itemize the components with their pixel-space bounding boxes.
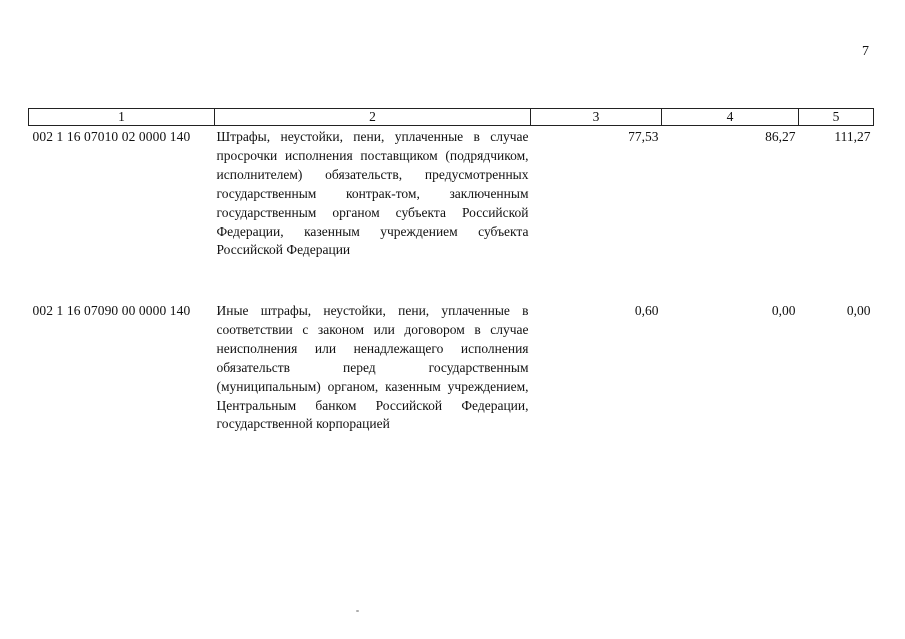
page-number: 7 bbox=[862, 44, 869, 59]
income-description: Иные штрафы, неустойки, пени, уплаченные в соответствии с законом или договором в случае неисполнения или ненадлежащего исполнения обязательств перед государственным (муниципальным) органом, казенным учреждением, Центральным банком Российской Федерации, государственной корпорацией bbox=[216, 303, 529, 432]
scan-speck bbox=[356, 610, 359, 612]
value-column-4: 86,27 bbox=[765, 129, 796, 144]
header-row bbox=[29, 109, 874, 126]
column-header-5: 5 bbox=[799, 109, 874, 126]
classification-code: 002 1 16 07010 02 0000 140 bbox=[32, 129, 191, 144]
value-column-3: 77,53 bbox=[628, 129, 659, 144]
column-header-1: 1 bbox=[29, 109, 215, 126]
value-column-3: 0,60 bbox=[634, 303, 659, 318]
table-row bbox=[29, 300, 874, 502]
value-column-5: 0,00 bbox=[846, 303, 871, 318]
column-header-3: 3 bbox=[531, 109, 662, 126]
value-column-4: 0,00 bbox=[771, 303, 796, 318]
table-row bbox=[29, 126, 874, 301]
classification-code: 002 1 16 07090 00 0000 140 bbox=[32, 303, 191, 318]
value-column-5: 111,27 bbox=[834, 129, 871, 144]
column-header-2: 2 bbox=[215, 109, 531, 126]
column-header-4: 4 bbox=[662, 109, 799, 126]
income-description: Штрафы, неустойки, пени, уплаченные в случае просрочки исполнения поставщиком (подрядчиком, исполнителем) обязательств, предусмотренных государственным контрак-том, заключенным государственным органом субъекта Российской Федерации, казенным учреждением субъекта Российской Федерации bbox=[216, 129, 529, 258]
budget-table bbox=[28, 108, 874, 502]
